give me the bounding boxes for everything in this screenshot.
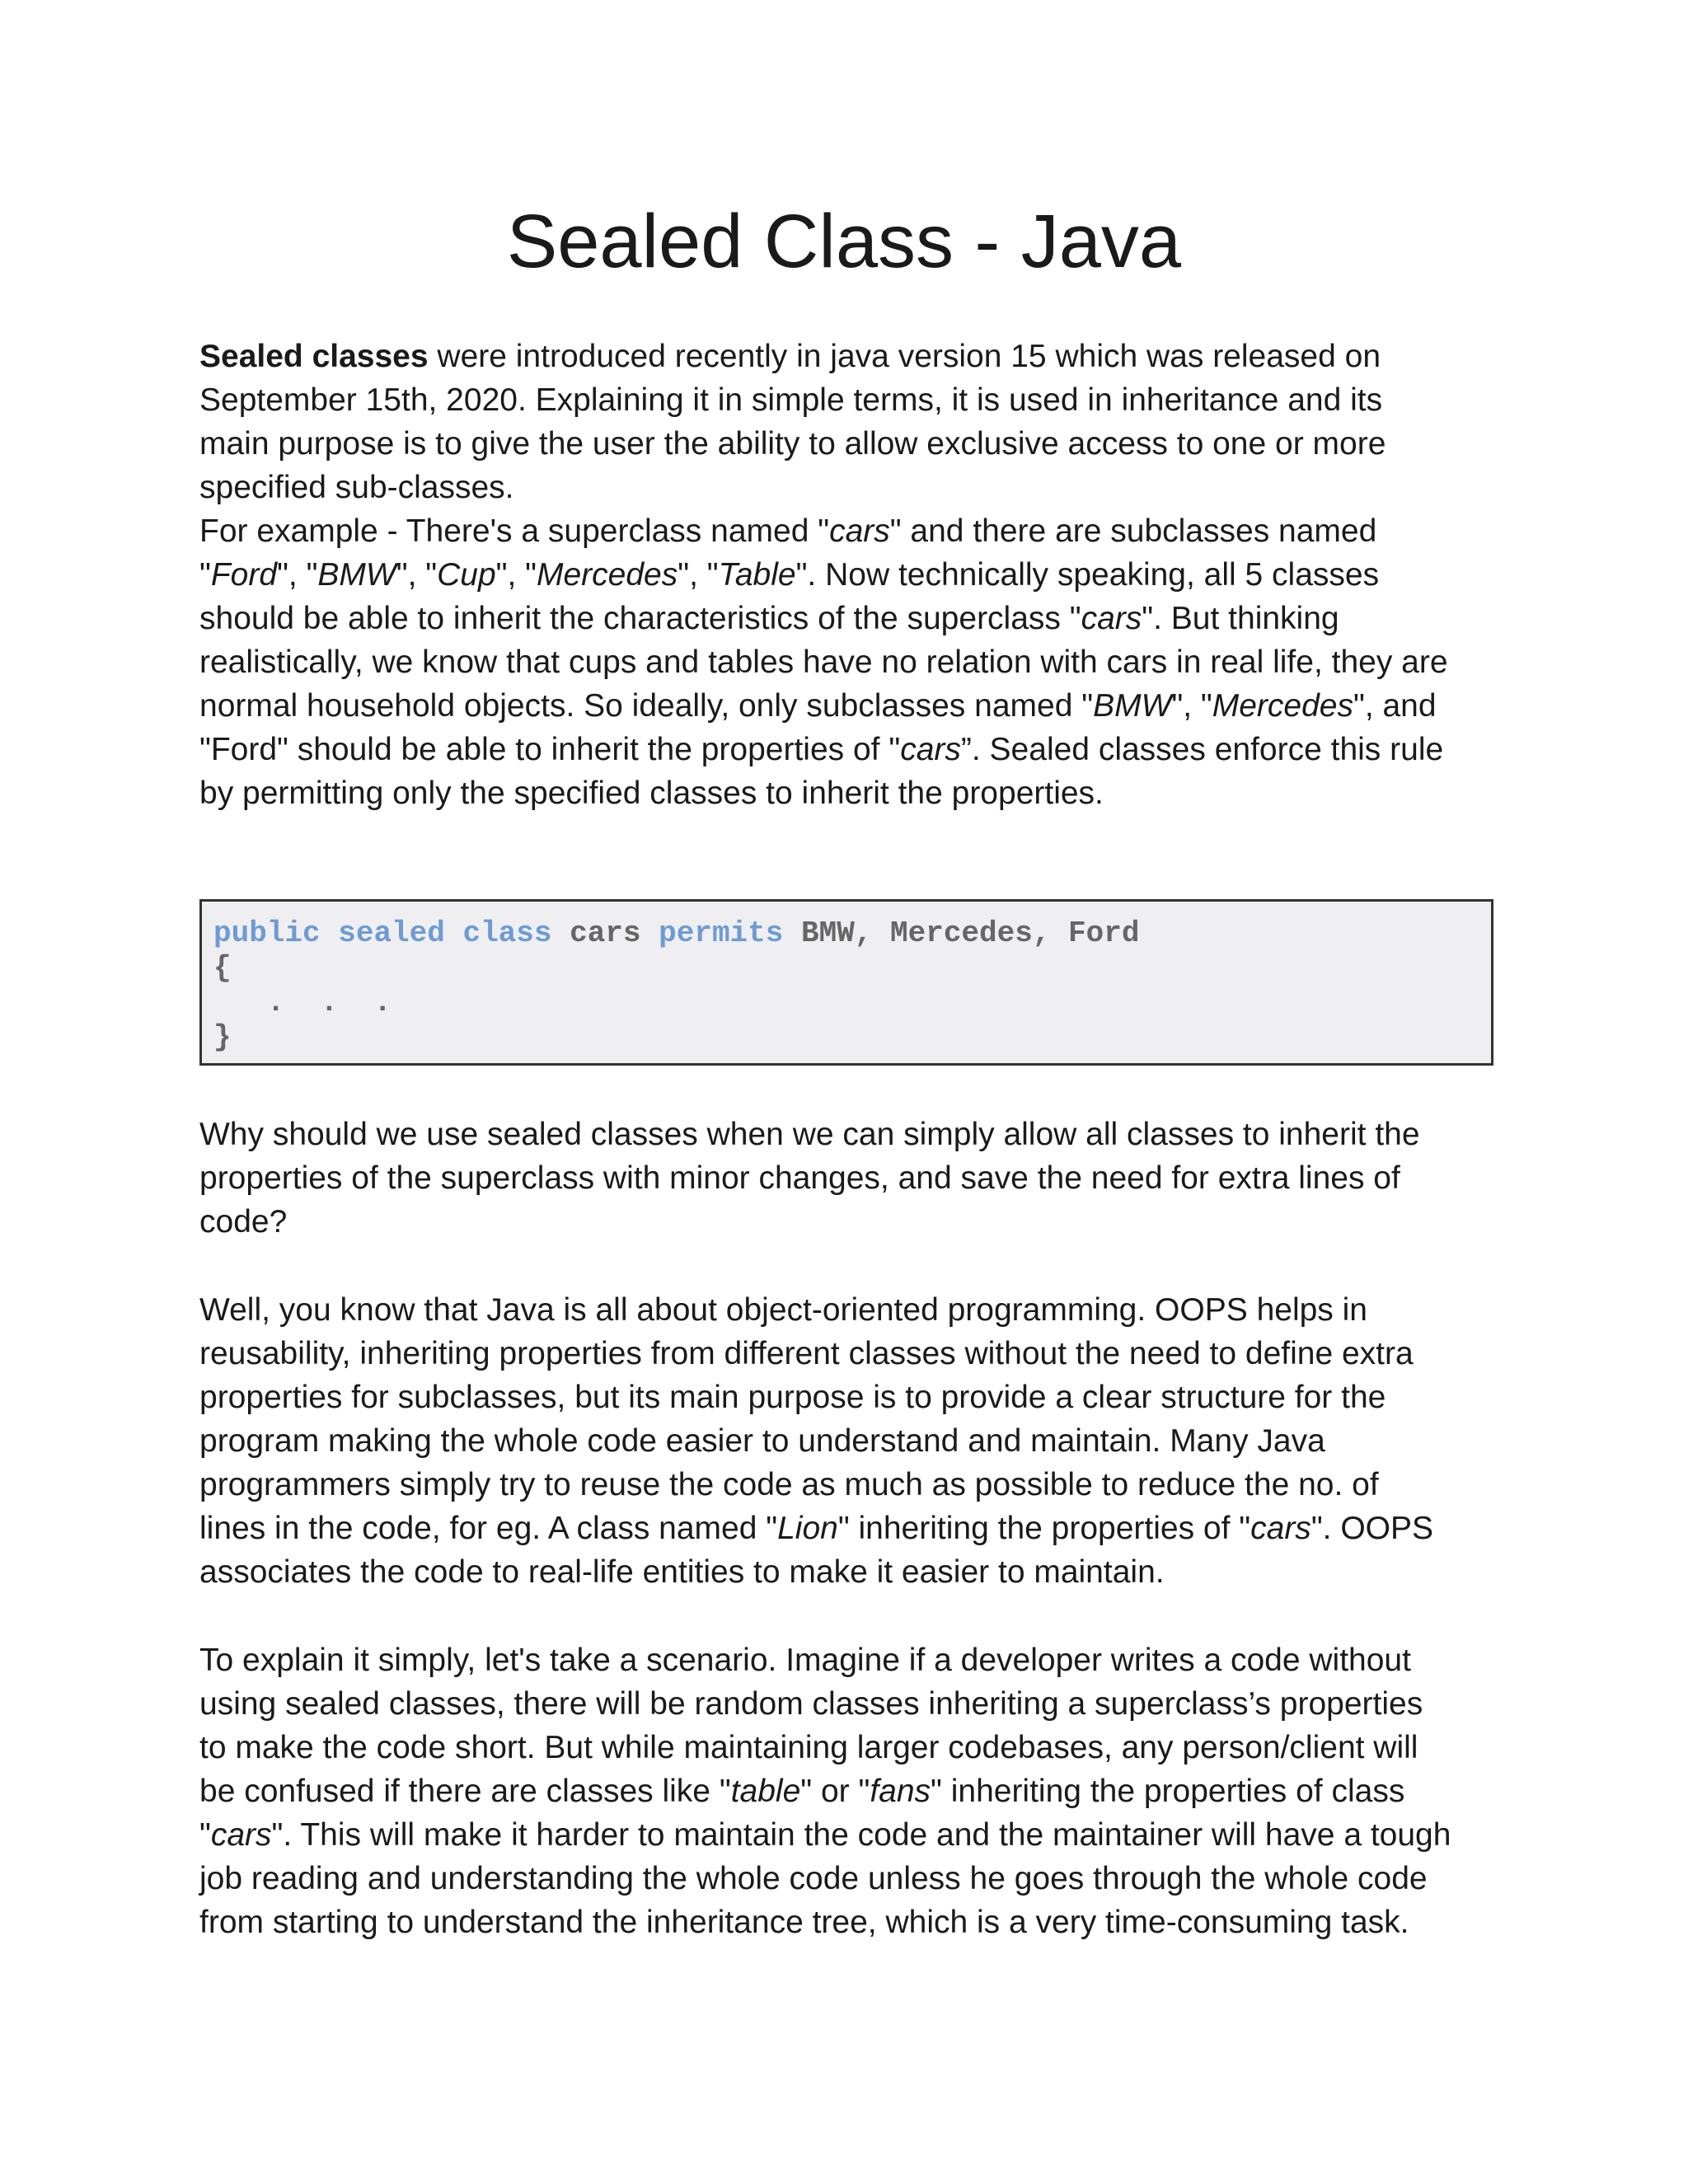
text-line: programmers simply try to reuse the code as much as possible to reduce the no. of [199,1467,1379,1502]
bold-term: Sealed classes [199,339,429,374]
italic-term: table [730,1774,801,1809]
text-line: reusability, inheriting properties from different classes without the need to define extra [199,1336,1414,1371]
italic-term: BMW [317,557,396,593]
text-line: realistically, we know that cups and tables have no relation with cars in real life, they are [199,644,1448,680]
italic-term: fans [870,1774,931,1809]
code-line: . . . [213,986,392,1019]
code-block [199,899,1493,1066]
text-line: Why should we use sealed classes when we can simply allow all classes to inherit the [199,1117,1420,1152]
code-keyword: sealed [338,916,445,950]
text-line: should be able to inherit the characteristics of the superclass "cars". But thinking [199,601,1339,636]
italic-term: cars [1250,1511,1311,1546]
text-line: code? [199,1204,288,1240]
text-line: program making the whole code easier to understand and maintain. Many Java [199,1423,1325,1459]
text-line: be confused if there are classes like "table" or "fans" inheriting the properties of class [199,1774,1405,1809]
text-line: For example - There's a superclass named "cars" and there are subclasses named [199,513,1377,549]
code-identifier: cars [570,916,641,950]
text-line: to make the code short. But while maintaining larger codebases, any person/client will [199,1730,1418,1765]
italic-term: cars [829,513,890,549]
code-line: } [213,1020,232,1054]
italic-term: cars [900,732,961,767]
code-identifier: BMW, Mercedes, Ford [800,916,1140,950]
text-line: September 15th, 2020. Explaining it in simple terms, it is used in inheritance and its [199,382,1383,418]
italic-term: cars [1081,601,1142,636]
text-line: "Ford" should be able to inherit the properties of "cars”. Sealed classes enforce this rule [199,732,1444,767]
text-line: Sealed classes were introduced recently in java version 15 which was released on [199,339,1381,374]
text-line: by permitting only the specified classes to inherit the properties. [199,776,1104,811]
page-title: Sealed Class - Java [506,199,1182,284]
intro-paragraph [199,335,1502,815]
text-line: main purpose is to give the user the ability to allow exclusive access to one or more [199,426,1386,462]
text-line: using sealed classes, there will be random classes inheriting a superclass’s properties [199,1686,1423,1722]
code-line [213,916,1479,951]
text-line: lines in the code, for eg. A class named "Lion" inheriting the properties of "cars". OOPS [199,1511,1434,1546]
text-line: from starting to understand the inheritance tree, which is a very time-consuming task. [199,1905,1409,1940]
question-paragraph [199,1113,1502,1244]
code-keyword: public [213,916,321,950]
italic-term: Lion [777,1511,838,1546]
code-keyword: permits [659,916,784,950]
text-line: "cars". This will make it harder to maintain the code and the maintainer will have a tough [199,1817,1451,1853]
code-keyword: class [462,916,552,950]
italic-term: BMW [1093,688,1172,724]
text-line: Well, you know that Java is all about object-oriented programming. OOPS helps in [199,1292,1367,1328]
text-line: properties of the superclass with minor changes, and save the need for extra lines of [199,1160,1400,1196]
italic-term: Mercedes [1212,688,1353,724]
text-line: associates the code to real-life entities to make it easier to maintain. [199,1554,1165,1590]
italic-term: Table [718,557,796,593]
text-line: normal household objects. So ideally, only subclasses named "BMW", "Mercedes", and [199,688,1437,724]
code-line: { [213,951,232,985]
text-line: specified sub-classes. [199,470,514,505]
text-line: "Ford", "BMW", "Cup", "Mercedes", "Table". Now technically speaking, all 5 classes [199,557,1380,593]
italic-term: cars [210,1817,272,1853]
italic-term: Ford [210,557,278,593]
text-line: To explain it simply, let's take a scenario. Imagine if a developer writes a code without [199,1643,1411,1678]
italic-term: Cup [437,557,496,593]
italic-term: Mercedes [537,557,678,593]
oops-paragraph [199,1288,1502,1594]
text-line: job reading and understanding the whole code unless he goes through the whole code [199,1861,1428,1896]
scenario-paragraph [199,1638,1502,1944]
text-line: properties for subclasses, but its main purpose is to provide a clear structure for the [199,1380,1386,1415]
